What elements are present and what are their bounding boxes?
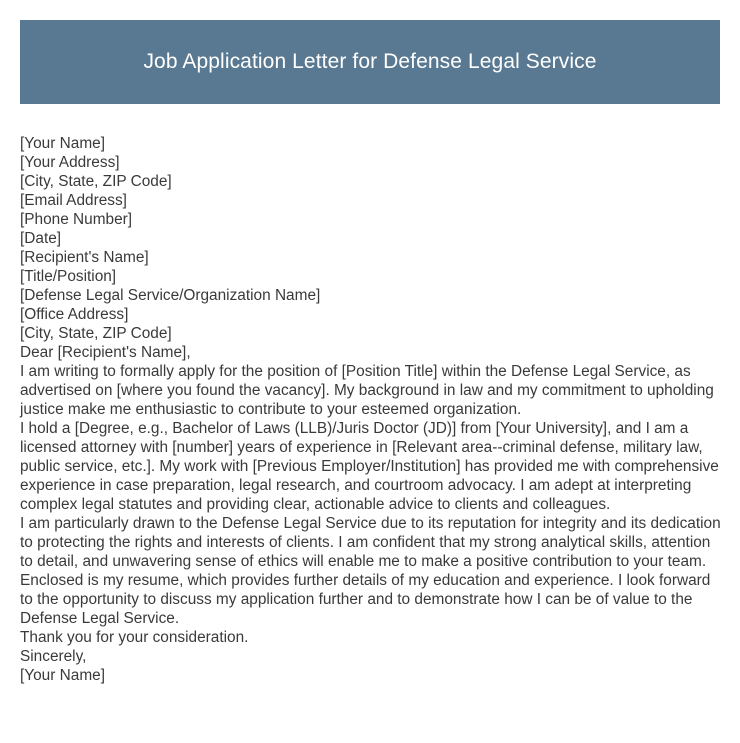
signature: [Your Name] <box>20 667 105 684</box>
sender-city-state-zip: [City, State, ZIP Code] <box>20 173 172 190</box>
sender-name: [Your Name] <box>20 135 105 152</box>
recipient-organization: [Defense Legal Service/Organization Name] <box>20 287 321 304</box>
recipient-name: [Recipient's Name] <box>20 249 149 266</box>
salutation: Dear [Recipient's Name], <box>20 344 191 361</box>
body-paragraph: I am particularly drawn to the Defense Legal Service due to its reputation for integrity and its dedication to protecting the rights and interests of clients. I am confident that my strong analytical skills, attention to detail, and unwavering sense of ethics will enable me to make a positive contribution to your team. <box>20 515 721 570</box>
closing: Sincerely, <box>20 648 87 665</box>
body-paragraph: Thank you for your consideration. <box>20 629 249 646</box>
recipient-address: [Office Address] <box>20 306 129 323</box>
sender-address: [Your Address] <box>20 154 120 171</box>
sender-phone: [Phone Number] <box>20 211 133 228</box>
header-banner <box>20 20 720 104</box>
body-paragraph: I am writing to formally apply for the position of [Position Title] within the Defense Legal Service, as advertised on [where you found the vacancy]. My background in law and my commitment to upholding justice make me enthusiastic to contribute to your esteemed organization. <box>20 363 714 418</box>
page-title: Job Application Letter for Defense Legal Service <box>143 50 597 73</box>
recipient-city-state-zip: [City, State, ZIP Code] <box>20 325 172 342</box>
body-paragraph: Enclosed is my resume, which provides further details of my education and experience. I look forward to the opportunity to discuss my application further and to demonstrate how I can be of value to the Defense Legal Service. <box>20 572 711 627</box>
letter-body <box>20 134 726 685</box>
body-paragraph: I hold a [Degree, e.g., Bachelor of Laws (LLB)/Juris Doctor (JD)] from [Your University], and I am a licensed attorney with [number] years of experience in [Relevant area--criminal defense, military law, public service, etc.]. My work with [Previous Employer/Institution] has provided me with comprehensive experience in case preparation, legal research, and courtroom advocacy. I am adept at interpreting complex legal statutes and providing clear, actionable advice to clients and colleagues. <box>20 420 719 513</box>
recipient-title: [Title/Position] <box>20 268 117 285</box>
sender-email: [Email Address] <box>20 192 127 209</box>
letter-date: [Date] <box>20 230 62 247</box>
